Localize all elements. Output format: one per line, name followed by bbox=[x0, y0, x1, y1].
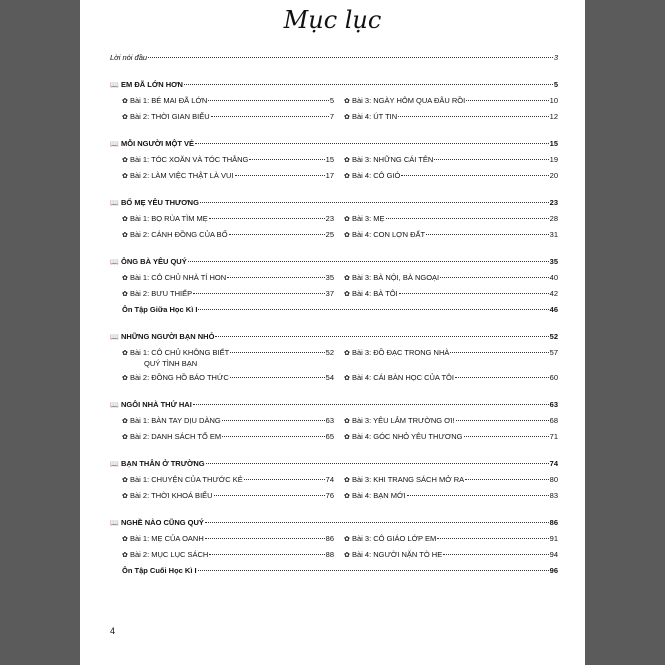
lesson-title: Bài 1: MẸ CỦA OANH bbox=[130, 534, 204, 543]
unit-heading bbox=[110, 195, 558, 211]
page-title: Mục lục bbox=[283, 6, 382, 34]
leader-dots bbox=[464, 436, 549, 437]
star-icon: ✿ bbox=[122, 493, 128, 500]
lesson-title: Bài 1: TÓC XOĂN VÀ TÓC THẲNG bbox=[130, 155, 249, 164]
lesson-entry bbox=[110, 348, 334, 370]
lesson-title: Bài 4: GÓC NHỎ YÊU THƯƠNG bbox=[352, 432, 463, 441]
lesson-row bbox=[110, 531, 558, 547]
unit-heading bbox=[110, 515, 558, 531]
lesson-entry bbox=[334, 413, 558, 429]
lesson-entry bbox=[110, 152, 334, 168]
leader-dots bbox=[222, 420, 325, 421]
unit-section bbox=[110, 456, 558, 504]
unit-heading bbox=[110, 397, 558, 413]
lesson-entry bbox=[110, 429, 334, 445]
unit-heading bbox=[110, 254, 558, 270]
leader-dots bbox=[209, 554, 324, 555]
lesson-page: 63 bbox=[325, 416, 334, 425]
leader-dots bbox=[198, 309, 548, 310]
star-icon: ✿ bbox=[344, 375, 350, 382]
lesson-entry bbox=[334, 488, 558, 504]
unit-section bbox=[110, 77, 558, 125]
lesson-title: Bài 3: NHỮNG CÁI TÊN bbox=[352, 155, 434, 164]
lesson-title: Bài 3: NGÀY HÔM QUA ĐÂU RỒI bbox=[352, 96, 466, 105]
lesson-row bbox=[110, 413, 558, 429]
lesson-title: Bài 1: BÉ MAI ĐÃ LỚN bbox=[130, 96, 208, 105]
leader-dots bbox=[193, 404, 549, 405]
leader-dots bbox=[386, 218, 549, 219]
star-icon: ✿ bbox=[344, 536, 350, 543]
star-icon: ✿ bbox=[122, 375, 128, 382]
lesson-page: 10 bbox=[549, 96, 558, 105]
star-icon: ✿ bbox=[122, 434, 128, 441]
lesson-row bbox=[110, 345, 558, 370]
unit-page: 35 bbox=[549, 257, 558, 266]
lesson-page: 91 bbox=[549, 534, 558, 543]
leader-dots bbox=[244, 479, 325, 480]
leader-dots bbox=[215, 336, 548, 337]
leader-dots bbox=[184, 84, 553, 85]
lesson-page: 71 bbox=[549, 432, 558, 441]
leader-dots bbox=[206, 463, 549, 464]
lesson-page: 52 bbox=[325, 348, 334, 357]
lesson-title: Bài 4: CON LỢN ĐẤT bbox=[352, 230, 426, 239]
leader-dots bbox=[188, 261, 549, 262]
lesson-row bbox=[110, 109, 558, 125]
leader-dots bbox=[407, 495, 549, 496]
book-icon: 📖 bbox=[110, 520, 119, 527]
lesson-title: Bài 1: BÀN TAY DỊU DÀNG bbox=[130, 416, 221, 425]
book-icon: 📖 bbox=[110, 402, 119, 409]
lesson-title: Bài 2: LÀM VIỆC THẬT LÀ VUI bbox=[130, 171, 234, 180]
preface-page: 3 bbox=[553, 53, 558, 62]
lesson-title: Bài 2: CÁNH ĐỒNG CỦA BỐ bbox=[130, 230, 228, 239]
lesson-page: 68 bbox=[549, 416, 558, 425]
unit-section bbox=[110, 515, 558, 579]
star-icon: ✿ bbox=[344, 291, 350, 298]
lesson-page: 20 bbox=[549, 171, 558, 180]
star-icon: ✿ bbox=[122, 350, 128, 357]
lesson-title: Bài 1: BỌ RÙA TÌM MẸ bbox=[130, 214, 208, 223]
unit-page: 23 bbox=[549, 198, 558, 207]
unit-title: NGHỀ NÀO CŨNG QUÝ bbox=[121, 518, 204, 527]
lesson-entry bbox=[110, 413, 334, 429]
unit-section bbox=[110, 329, 558, 386]
lesson-title: Bài 2: MỤC LỤC SÁCH bbox=[130, 550, 209, 559]
lesson-page: 15 bbox=[325, 155, 334, 164]
lesson-entry bbox=[110, 488, 334, 504]
lesson-page: 40 bbox=[549, 273, 558, 282]
lesson-page: 83 bbox=[549, 491, 558, 500]
lesson-entry bbox=[334, 370, 558, 386]
lesson-title: Bài 3: ĐỒ ĐẠC TRONG NHÀ bbox=[352, 348, 450, 357]
unit-page: 52 bbox=[549, 332, 558, 341]
leader-dots bbox=[249, 159, 324, 160]
star-icon: ✿ bbox=[122, 114, 128, 121]
lesson-title: Bài 4: CÁI BÀN HỌC CỦA TÔI bbox=[352, 373, 454, 382]
book-icon: 📖 bbox=[110, 334, 119, 341]
lesson-title: Bài 1: CHUYỆN CỦA THƯỚC KẺ bbox=[130, 475, 243, 484]
leader-dots bbox=[148, 57, 553, 58]
lesson-entry bbox=[110, 547, 334, 563]
star-icon: ✿ bbox=[122, 157, 128, 164]
leader-dots bbox=[198, 570, 549, 571]
unit-title: ÔNG BÀ YÊU QUÝ bbox=[121, 257, 187, 266]
lesson-title: Bài 4: BẠN MỚI bbox=[352, 491, 406, 500]
star-icon: ✿ bbox=[344, 275, 350, 282]
star-icon: ✿ bbox=[344, 477, 350, 484]
review-entry bbox=[110, 302, 558, 318]
lesson-page: 80 bbox=[549, 475, 558, 484]
star-icon: ✿ bbox=[344, 173, 350, 180]
unit-page: 15 bbox=[549, 139, 558, 148]
star-icon: ✿ bbox=[344, 216, 350, 223]
leader-dots bbox=[205, 522, 549, 523]
leader-dots bbox=[398, 116, 549, 117]
review-entry bbox=[110, 563, 558, 579]
leader-dots bbox=[450, 352, 548, 353]
lesson-entry bbox=[334, 547, 558, 563]
lesson-page: 86 bbox=[325, 534, 334, 543]
star-icon: ✿ bbox=[344, 493, 350, 500]
lesson-title: Bài 2: DANH SÁCH TỔ EM bbox=[130, 432, 222, 441]
lesson-title-continued: QUÝ TÌNH BẠN bbox=[144, 359, 198, 368]
lesson-page: 94 bbox=[549, 550, 558, 559]
unit-title: NHỮNG NGƯỜI BẠN NHỎ bbox=[121, 332, 215, 341]
star-icon: ✿ bbox=[122, 418, 128, 425]
lesson-entry bbox=[334, 429, 558, 445]
lesson-entry bbox=[334, 531, 558, 547]
lesson-page: 17 bbox=[325, 171, 334, 180]
lesson-row bbox=[110, 227, 558, 243]
page-number: 4 bbox=[110, 626, 116, 636]
unit-page: 86 bbox=[549, 518, 558, 527]
unit-section bbox=[110, 397, 558, 445]
lesson-row bbox=[110, 93, 558, 109]
lesson-entry bbox=[110, 93, 334, 109]
lesson-title: Bài 3: BÀ NỘI, BÀ NGOẠI bbox=[352, 273, 440, 282]
lesson-entry bbox=[110, 168, 334, 184]
star-icon: ✿ bbox=[344, 418, 350, 425]
lesson-page: 60 bbox=[549, 373, 558, 382]
lesson-row bbox=[110, 488, 558, 504]
leader-dots bbox=[211, 116, 329, 117]
lesson-entry bbox=[110, 227, 334, 243]
lesson-row bbox=[110, 547, 558, 563]
lesson-entry bbox=[334, 348, 558, 370]
star-icon: ✿ bbox=[344, 114, 350, 121]
review-page: 46 bbox=[549, 305, 558, 314]
lesson-title: Bài 2: THỜI KHOÁ BIỂU bbox=[130, 491, 213, 500]
lesson-title: Bài 1: CÔ CHỦ NHÀ TÍ HON bbox=[130, 273, 227, 282]
leader-dots bbox=[401, 175, 548, 176]
leader-dots bbox=[443, 554, 548, 555]
lesson-entry bbox=[110, 531, 334, 547]
lesson-row bbox=[110, 472, 558, 488]
leader-dots bbox=[230, 377, 325, 378]
review-page: 96 bbox=[549, 566, 558, 575]
lesson-entry bbox=[334, 211, 558, 227]
leader-dots bbox=[209, 218, 325, 219]
lesson-page: 25 bbox=[325, 230, 334, 239]
leader-dots bbox=[437, 538, 548, 539]
lesson-page: 19 bbox=[549, 155, 558, 164]
star-icon: ✿ bbox=[122, 173, 128, 180]
lesson-entry bbox=[110, 109, 334, 125]
lesson-row bbox=[110, 152, 558, 168]
unit-section bbox=[110, 136, 558, 184]
lesson-page: 42 bbox=[549, 289, 558, 298]
leader-dots bbox=[440, 277, 549, 278]
leader-dots bbox=[466, 100, 548, 101]
lesson-page: 7 bbox=[329, 112, 334, 121]
lesson-title: Bài 2: BƯU THIẾP bbox=[130, 289, 193, 298]
left-margin-background bbox=[0, 0, 80, 665]
unit-heading bbox=[110, 77, 558, 93]
star-icon: ✿ bbox=[344, 434, 350, 441]
unit-section bbox=[110, 195, 558, 243]
unit-heading bbox=[110, 456, 558, 472]
leader-dots bbox=[426, 234, 549, 235]
preface-entry bbox=[110, 50, 558, 66]
lesson-row bbox=[110, 370, 558, 386]
book-icon: 📖 bbox=[110, 200, 119, 207]
lesson-row bbox=[110, 211, 558, 227]
leader-dots bbox=[208, 100, 329, 101]
leader-dots bbox=[399, 293, 549, 294]
lesson-page: 35 bbox=[325, 273, 334, 282]
lesson-page: 37 bbox=[325, 289, 334, 298]
preface-label: Lời nói đầu bbox=[110, 53, 148, 62]
right-margin-background bbox=[585, 0, 665, 665]
lesson-title: Bài 2: THỜI GIAN BIỂU bbox=[130, 112, 210, 121]
lesson-entry bbox=[334, 270, 558, 286]
star-icon: ✿ bbox=[344, 98, 350, 105]
lesson-entry bbox=[110, 270, 334, 286]
lesson-entry bbox=[110, 370, 334, 386]
lesson-entry bbox=[334, 152, 558, 168]
unit-title: BỐ MẸ YÊU THƯƠNG bbox=[121, 198, 199, 207]
lesson-entry bbox=[110, 211, 334, 227]
book-icon: 📖 bbox=[110, 82, 119, 89]
unit-title: BẠN THÂN Ở TRƯỜNG bbox=[121, 459, 205, 468]
lesson-entry bbox=[334, 109, 558, 125]
lesson-entry bbox=[110, 472, 334, 488]
unit-page: 74 bbox=[549, 459, 558, 468]
lesson-entry bbox=[334, 227, 558, 243]
leader-dots bbox=[465, 479, 549, 480]
leader-dots bbox=[195, 143, 549, 144]
lesson-page: 23 bbox=[325, 214, 334, 223]
lesson-entry bbox=[334, 168, 558, 184]
unit-title: MỖI NGƯỜI MỘT VẺ bbox=[121, 139, 195, 148]
lesson-title: Bài 1: CÔ CHỦ KHÔNG BIẾT bbox=[130, 348, 230, 357]
review-label: Ôn Tập Giữa Học Kì I bbox=[122, 305, 198, 314]
leader-dots bbox=[456, 420, 549, 421]
leader-dots bbox=[214, 495, 325, 496]
leader-dots bbox=[193, 293, 325, 294]
unit-page: 63 bbox=[549, 400, 558, 409]
leader-dots bbox=[455, 377, 549, 378]
lesson-row bbox=[110, 270, 558, 286]
leader-dots bbox=[434, 159, 548, 160]
leader-dots bbox=[227, 277, 325, 278]
star-icon: ✿ bbox=[122, 232, 128, 239]
lesson-row bbox=[110, 168, 558, 184]
lesson-page: 57 bbox=[549, 348, 558, 357]
star-icon: ✿ bbox=[344, 350, 350, 357]
leader-dots bbox=[229, 234, 325, 235]
book-page bbox=[80, 0, 585, 665]
lesson-page: 28 bbox=[549, 214, 558, 223]
book-icon: 📖 bbox=[110, 141, 119, 148]
lesson-title: Bài 3: KHI TRANG SÁCH MỞ RA bbox=[352, 475, 465, 484]
star-icon: ✿ bbox=[344, 232, 350, 239]
unit-title: EM ĐÃ LỚN HƠN bbox=[121, 80, 183, 89]
table-of-contents bbox=[110, 50, 558, 579]
lesson-entry bbox=[334, 286, 558, 302]
units-list bbox=[110, 77, 558, 579]
star-icon: ✿ bbox=[344, 157, 350, 164]
lesson-title: Bài 4: ÚT TIN bbox=[352, 112, 398, 121]
book-icon: 📖 bbox=[110, 461, 119, 468]
leader-dots bbox=[205, 538, 325, 539]
leader-dots bbox=[230, 352, 324, 353]
lesson-page: 76 bbox=[325, 491, 334, 500]
lesson-title: Bài 3: CÔ GIÁO LỚP EM bbox=[352, 534, 437, 543]
lesson-title: Bài 2: ĐỒNG HỒ BÁO THỨC bbox=[130, 373, 229, 382]
book-icon: 📖 bbox=[110, 259, 119, 266]
lesson-page: 65 bbox=[325, 432, 334, 441]
lesson-page: 31 bbox=[549, 230, 558, 239]
star-icon: ✿ bbox=[122, 291, 128, 298]
lesson-page: 5 bbox=[329, 96, 334, 105]
lesson-entry bbox=[334, 472, 558, 488]
star-icon: ✿ bbox=[122, 98, 128, 105]
lesson-title: Bài 4: BÀ TÔI bbox=[352, 289, 398, 298]
lesson-page: 54 bbox=[325, 373, 334, 382]
lesson-row bbox=[110, 429, 558, 445]
lesson-row bbox=[110, 286, 558, 302]
lesson-page: 12 bbox=[549, 112, 558, 121]
lesson-title: Bài 3: MẸ bbox=[352, 214, 385, 223]
lesson-title: Bài 4: NGƯỜI NẶN TÒ HE bbox=[352, 550, 443, 559]
leader-dots bbox=[235, 175, 325, 176]
lesson-entry bbox=[110, 286, 334, 302]
unit-heading bbox=[110, 329, 558, 345]
star-icon: ✿ bbox=[122, 216, 128, 223]
star-icon: ✿ bbox=[122, 275, 128, 282]
unit-section bbox=[110, 254, 558, 318]
lesson-entry bbox=[334, 93, 558, 109]
unit-page: 5 bbox=[553, 80, 558, 89]
leader-dots bbox=[222, 436, 325, 437]
review-label: Ôn Tập Cuối Học Kì I bbox=[122, 566, 197, 575]
leader-dots bbox=[200, 202, 549, 203]
lesson-page: 88 bbox=[325, 550, 334, 559]
star-icon: ✿ bbox=[122, 477, 128, 484]
unit-title: NGÔI NHÀ THỨ HAI bbox=[121, 400, 192, 409]
unit-heading bbox=[110, 136, 558, 152]
star-icon: ✿ bbox=[344, 552, 350, 559]
lesson-page: 74 bbox=[325, 475, 334, 484]
lesson-title: Bài 4: CÔ GIÓ bbox=[352, 171, 401, 180]
lesson-title: Bài 3: YÊU LẮM TRƯỜNG ƠI! bbox=[352, 416, 455, 425]
star-icon: ✿ bbox=[122, 536, 128, 543]
star-icon: ✿ bbox=[122, 552, 128, 559]
